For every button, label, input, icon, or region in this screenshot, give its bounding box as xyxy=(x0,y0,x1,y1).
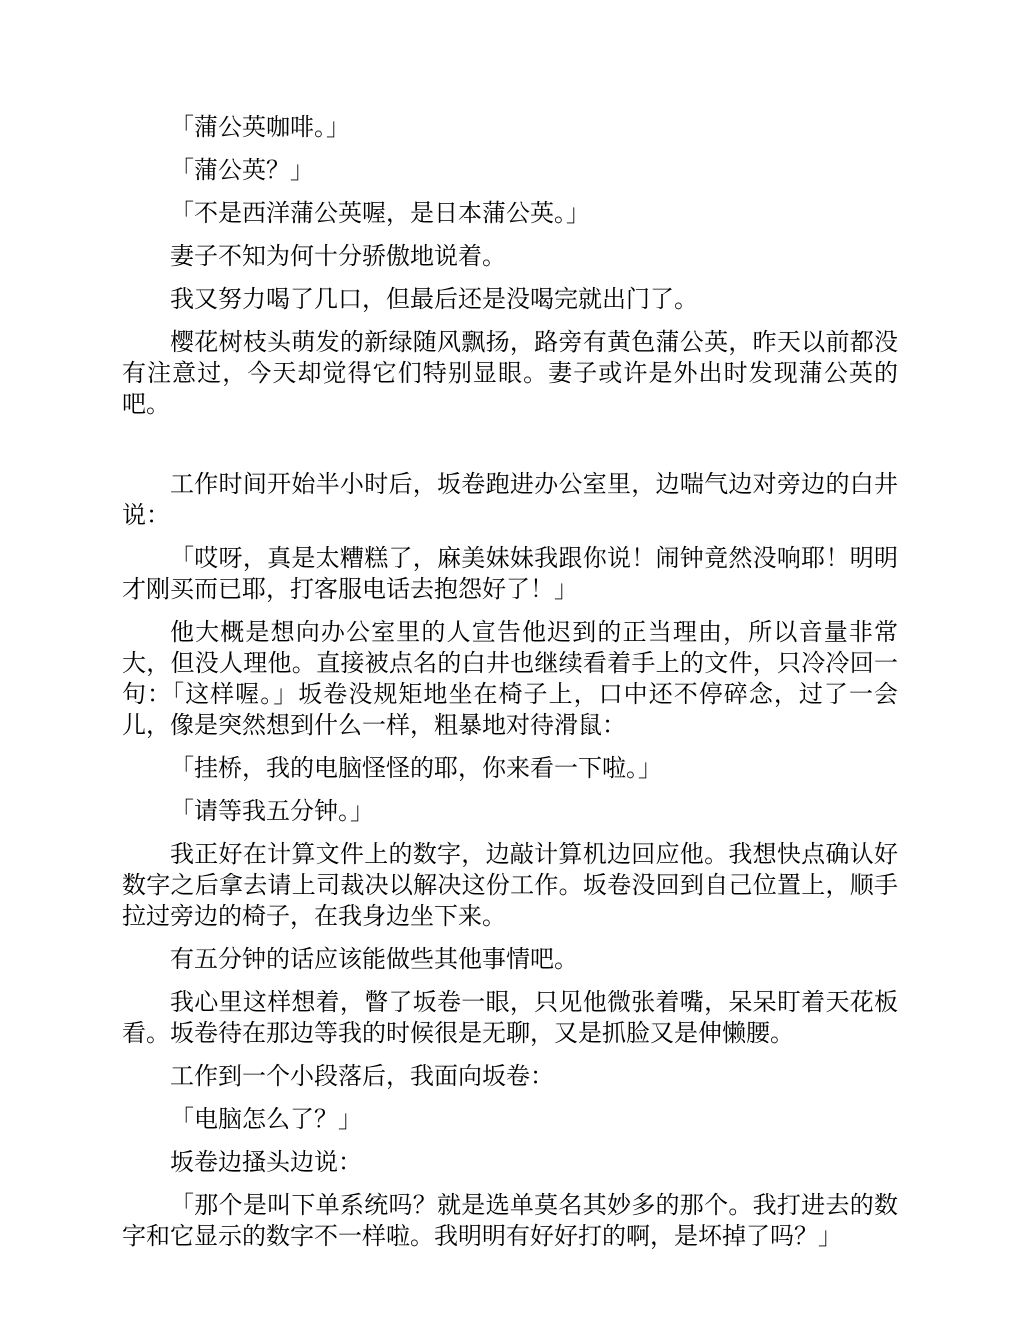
paragraph: 我心里这样想着，瞥了坂卷一眼，只见他微张着嘴，呆呆盯着天花板看。坂卷待在那边等我的时候很是无聊，又是抓脸又是伸懒腰。 xyxy=(122,988,898,1047)
paragraph: 工作到一个小段落后，我面向坂卷： xyxy=(170,1062,554,1090)
paragraph: 樱花树枝头萌发的新绿随风飘扬，路旁有黄色蒲公英，昨天以前都没有注意过，今天却觉得它们特别显眼。妻子或许是外出时发现蒲公英的吧。 xyxy=(122,328,898,418)
paragraph: 「电脑怎么了？」 xyxy=(170,1105,362,1133)
paragraph: 「蒲公英？」 xyxy=(170,156,314,184)
paragraph: 「哎呀，真是太糟糕了，麻美妹妹我跟你说！闹钟竟然没响耶！明明才刚买而已耶，打客服电话去抱怨好了！」 xyxy=(122,544,898,603)
paragraph: 工作时间开始半小时后，坂卷跑进办公室里，边喘气边对旁边的白井说： xyxy=(122,470,898,529)
section-break xyxy=(122,432,898,469)
paragraph: 「那个是叫下单系统吗？就是选单莫名其妙多的那个。我打进去的数字和它显示的数字不一样啦。我明明有好好打的啊，是坏掉了吗？」 xyxy=(122,1191,898,1250)
paragraph: 我又努力喝了几口，但最后还是没喝完就出门了。 xyxy=(170,285,698,313)
paragraph: 坂卷边搔头边说： xyxy=(170,1148,362,1176)
paragraph: 「请等我五分钟。」 xyxy=(170,797,374,825)
paragraph: 他大概是想向办公室里的人宣告他迟到的正当理由，所以音量非常大，但没人理他。直接被点名的白井也继续看着手上的文件，只冷冷回一句：「这样喔。」坂卷没规矩地坐在椅子上，口中还不停碎念，过了一会儿，像是突然想到什么一样，粗暴地对待滑鼠： xyxy=(122,618,898,739)
document-page xyxy=(122,112,898,1264)
paragraph: 妻子不知为何十分骄傲地说着。 xyxy=(170,242,506,270)
paragraph: 有五分钟的话应该能做些其他事情吧。 xyxy=(170,945,578,973)
paragraph: 我正好在计算文件上的数字，边敲计算机边回应他。我想快点确认好数字之后拿去请上司裁决以解决这份工作。坂卷没回到自己位置上，顺手拉过旁边的椅子，在我身边坐下来。 xyxy=(122,840,898,930)
paragraph: 「不是西洋蒲公英喔，是日本蒲公英。」 xyxy=(170,199,590,227)
paragraph: 「蒲公英咖啡。」 xyxy=(170,113,350,141)
paragraph: 「挂桥，我的电脑怪怪的耶，你来看一下啦。」 xyxy=(170,754,662,782)
